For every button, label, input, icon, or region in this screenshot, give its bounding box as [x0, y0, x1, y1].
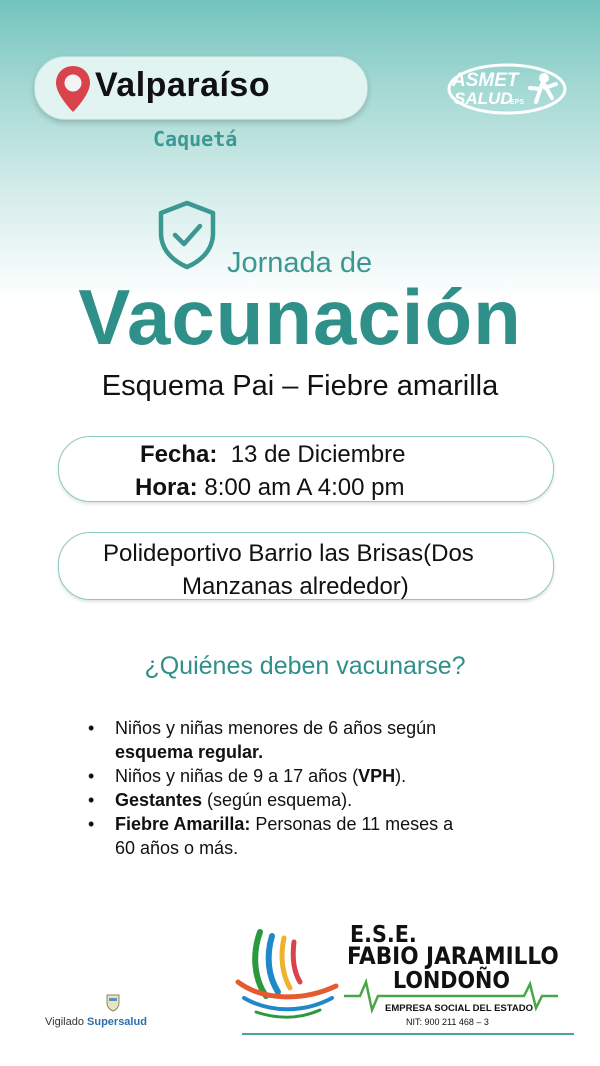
place-line-2: Manzanas alrededor) — [182, 573, 409, 600]
asmet-word: ASMET — [452, 70, 519, 91]
eligibility-list — [88, 716, 528, 860]
footer-divider — [242, 1033, 574, 1035]
list-item: • Gestantes (según esquema). — [88, 788, 528, 812]
salud-word: SALUD — [454, 89, 513, 108]
eps-word: EPS — [510, 99, 525, 106]
location-pin-icon — [54, 64, 92, 114]
empresa-label: EMPRESA SOCIAL DEL ESTADO — [385, 1003, 533, 1014]
ese-label: E.S.E. — [350, 922, 417, 948]
fecha-label: Fecha: — [140, 441, 218, 468]
city-name: Valparaíso — [95, 66, 271, 104]
coat-of-arms-icon — [104, 992, 122, 1012]
hospital-name-1: FABIO JARAMILLO — [347, 942, 559, 970]
asmet-salud-logo — [444, 58, 570, 118]
esquema-subtitle: Esquema Pai – Fiebre amarilla — [101, 370, 499, 402]
fecha-value: 13 de Diciembre — [230, 441, 406, 468]
who-title: ¿Quiénes deben vacunarse? — [144, 652, 466, 680]
vigilado-supersalud: Vigilado Supersalud — [45, 1016, 147, 1028]
list-item: • Niños y niñas de 9 a 17 años (VPH). — [88, 764, 528, 788]
hora-line — [135, 474, 404, 502]
fecha-line — [140, 441, 405, 469]
list-item: • Fiebre Amarilla: Personas de 11 meses a 60 años o más. — [88, 812, 528, 860]
place-line-1: Polideportivo Barrio las Brisas(Dos — [103, 540, 474, 567]
shield-check-icon — [156, 200, 218, 270]
hora-value: 8:00 am A 4:00 pm — [204, 474, 405, 501]
vacunacion-title: Vacunación — [78, 273, 522, 361]
region-name: Caquetá — [153, 127, 238, 151]
jornada-title: Jornada de — [227, 247, 373, 279]
list-item: • Niños y niñas menores de 6 años según esquema regular. — [88, 716, 528, 764]
hora-label: Hora: — [135, 474, 198, 501]
nit-label: NIT: 900 211 468 – 3 — [406, 1017, 489, 1027]
hospital-swoosh-logo — [232, 924, 342, 1024]
hospital-name-2: LONDOÑO — [393, 968, 510, 994]
